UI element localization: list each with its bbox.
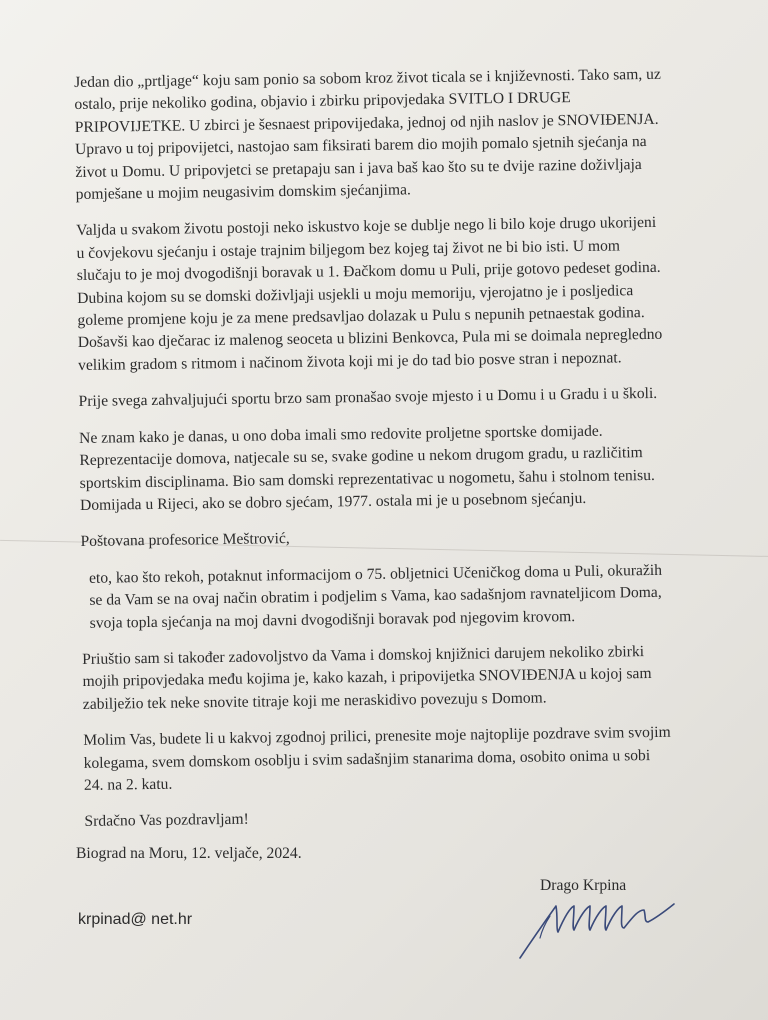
text-line: Molim Vas, budete li u kakvoj zgodnoj prilici, prenesite moje najtoplije pozdrave svim svojim xyxy=(83,723,671,750)
text-line: svoja topla sjećanja na moj davni dvogodišnji boravak pod njegovim krovom. xyxy=(89,607,576,632)
text-line: velikim gradom s ritmom i načinom života koji mi je do tad bio posve stran i nepoznat. xyxy=(77,349,622,374)
text-line: slučaju to je moj dvogodišnji boravak u 1. Đačkom domu u Puli, prije gotovo pedeset godina. xyxy=(76,259,661,285)
text-line: goleme promjene koju je za mene predsavljao dolazak u Pulu s nepunih petnaestak godina. xyxy=(77,304,645,330)
paragraph xyxy=(76,211,746,377)
paragraph xyxy=(79,418,748,517)
text-line: Domijada u Rijeci, ako se dobro sjećam, 1977. ostala mi je u posebnom sjećanju. xyxy=(79,489,587,514)
text-line: Jedan dio „prtljage“ koju sam ponio sa sobom kroz život ticala se i književnosti. Tako sam, uz xyxy=(74,65,661,91)
text-line: Ne znam kako je danas, u ono doba imali smo redovite proljetne sportske domijade. xyxy=(78,422,603,447)
text-line: se da Vam se na ovaj način obratim i podjelim s Vama, kao sadašnjom ravnateljicom Doma, xyxy=(89,583,662,609)
signer-name: Drago Krpina xyxy=(540,877,627,894)
text-line: zabilježio tek neke snovite titraje koji me neraskidivo povezuju s Domom. xyxy=(82,689,547,713)
text-line: Valjda u svakom životu postoji neko iskustvo koje se dublje nego li bilo koje drugo ukorijeni xyxy=(76,214,657,240)
text-line: Došavši kao dječarac iz malenog seoceta u blizini Benkovca, Pula mi se doimala nepregledno xyxy=(77,326,663,352)
body-paragraphs xyxy=(81,558,752,797)
text-line: kolegama, svem domskom osoblju i svim sadašnjim stanarima doma, osobito onima u sobi xyxy=(83,746,651,772)
text-line: eto, kao što rekoh, potaknut informacijom o 75. obljetnici Učeničkog doma u Puli, okuražih xyxy=(88,561,663,587)
text-line: Priuštio sam si također zadovoljstvo da Vama i domskoj knjižnici darujem nekoliko zbirki xyxy=(82,643,645,668)
greeting: Poštovana profesorice Meštrović, xyxy=(80,530,290,551)
text-line: u čovjekovu sjećanju i ostaje trajnim biljegom bez kojeg taj život ne bi bio isti. U mom xyxy=(76,237,621,262)
text-line: Upravo u toj pripovijetci, nastojao sam fiksirati barem dio mojih pomalo sjetnih sjećanja na xyxy=(74,133,647,159)
handwritten-signature xyxy=(512,888,692,964)
text-line: Prije svega zahvaljujući sportu brzo sam pronašao svoje mjesto i u Domu i u Gradu i u školi. xyxy=(78,385,658,411)
email-address: krpinad@ net.hr xyxy=(78,911,193,928)
text-line: ostalo, prije nekoliko godina, objavio i zbirku pripovjedaka SVITLO I DRUGE xyxy=(74,89,571,114)
paragraph xyxy=(81,558,750,635)
place-date: Biograd na Moru, 12. veljače, 2024. xyxy=(76,845,302,862)
text-line: 24. na 2. katu. xyxy=(83,775,173,794)
text-line: sportskim disciplinama. Bio sam domski reprezentativac u nogometu, šahu i stolnom tenisu. xyxy=(79,466,655,492)
text-line: mojih pripovjedaka među kojima je, kako kazah, i pripovijetka SNOVIĐENJA u kojoj sam xyxy=(82,665,652,691)
letter-body xyxy=(74,63,753,848)
paragraph xyxy=(74,63,744,207)
text-line: PRIPOVIJETKE. U zbirci je šesnaest pripovijedaka, jednoj od njih naslov je SNOVIĐENJA. xyxy=(74,110,659,136)
intro-paragraphs xyxy=(74,63,748,518)
text-line: život u Domu. U pripovjetci se pretapaju san i java baš kao što su te dvije razine doživljaja xyxy=(75,155,642,181)
paragraph xyxy=(82,640,751,717)
text-line: Reprezentacije domova, natjecale su se, svake godine u nekom drugom gradu, u različitim xyxy=(79,444,643,470)
text-line: pomješane u mojim neugasivim domskim sjećanjima. xyxy=(75,181,412,204)
closing: Srdačno Vas pozdravljam! xyxy=(84,811,249,831)
text-line: Dubina kojom su se domski doživljaji usjekli u moju memoriju, vjerojatno je i posljedica xyxy=(77,281,634,307)
paragraph xyxy=(78,382,746,414)
paragraph xyxy=(83,721,752,798)
